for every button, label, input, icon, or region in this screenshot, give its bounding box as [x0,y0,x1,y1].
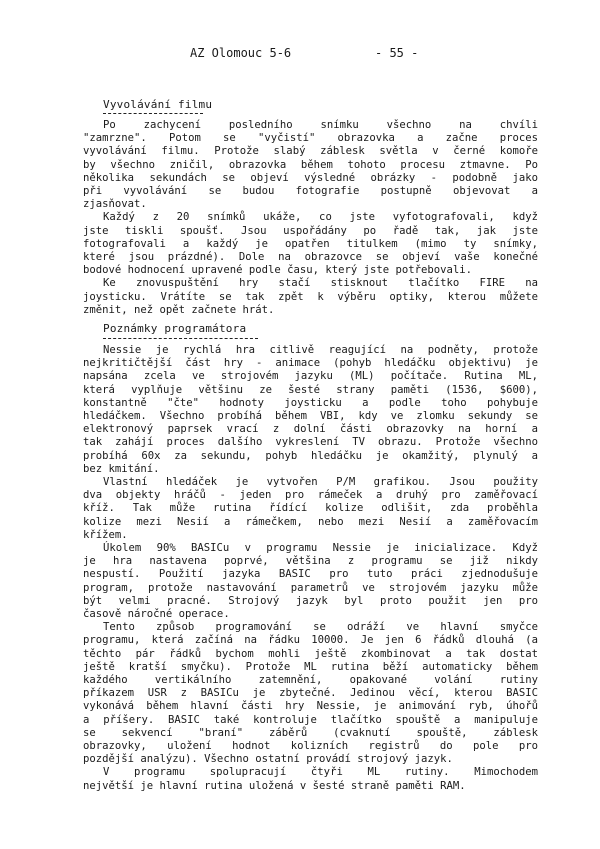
text-line: by všechno zničil, obrazovka během tohoto procesu ztmavne. Po [83,158,538,171]
text-line: zjasňovat. [83,198,147,211]
section-heading-programmer: Poznámky programátora [103,322,247,335]
text-line: každého vertikálního zatemnění, opakované volání rutiny [83,674,538,686]
text-line: fotografovali a každý je opatřen titulkem (mimo ty snímky, [83,237,538,250]
text-line: vyvolávání filmu. Protože slabý záblesk světla v černé komoře [83,145,538,158]
text-line: být velmi pracné. Strojový jazyk byl proto použit jen pro [83,594,538,607]
text-line: tak zahájí proces dalšího vykreslení TV obrazu. Protože všechno [83,436,538,449]
text-line: Nessie je rychlá hra citlivě reagující na podněty, protože [103,344,538,356]
text-line: jste tiskli spoušť. Jsou uspořádány po řadě tak, jak jste [83,224,538,237]
text-line: dva objekty hráčů - jeden pro rámeček a druhý pro zaměřovací [83,489,538,502]
header-title: AZ Olomouc 5-6 [190,46,292,60]
text-line: hledáčkem. Všechno probíhá během VBI, kdy ve zlomku sekundy se [83,410,538,422]
text-line: příkazem USR z BASICu je zbytečné. Jedinou věcí, kterou BASIC [83,687,538,700]
text-line: Tento způsob programování se odráží ve hlavní smyčce [103,621,538,634]
text-line: těchto pár řádků bychom mohli ještě zkombinovat a tak dostat [83,647,538,660]
text-line: obrazovky, uložení hodnot kolizních registrů do pole pro [83,740,538,752]
text-line: konstantně "čte" hodnoty joysticku a podle toho pohybuje [83,396,538,409]
text-line: kříž. Tak může rutina řídící kolize odlišit, zda proběhla [83,502,538,515]
heading-underline [103,338,258,339]
page-number: - 55 - [375,46,419,60]
text-line: změnit, než opět začnete hrát. [83,303,275,316]
text-line: probíhá 60x za sekundu, pohyb hledáčku je okamžitý, plynulý a [83,449,538,462]
text-line: programu, která začíná na řádku 10000. Je jen 6 řádků dlouhá (a [83,634,538,647]
text-line: Úkolem 90% BASICu v programu Nessie je inicializace. Když [103,542,538,554]
text-line: několika sekundách se objeví výsledné obrázky - podobně jako [83,171,538,184]
text-line: je hra nastavena poprvé, většina z programu se již nikdy [83,555,538,568]
text-line: časově náročné operace. [83,608,230,620]
text-line: bodové hodnocení upravené podle času, který jste potřebovali. [83,264,473,277]
text-line: kolize mezi Nesií a rámečkem, nebo mezi Nesií a zaměřovacím [83,515,538,528]
text-line: která vyplňuje většinu ze šesté strany paměti (1536, $600), [83,383,538,396]
text-line: Každý z 20 snímků ukáže, co jste vyfotografovali, když [103,211,538,224]
text-line: napsána zcela ve strojovém jazyku (ML) počítače. Rutina ML, [83,370,538,383]
text-line: vykonává během hlavní části hry Nessie, je animování ryb, úhořů [83,700,538,713]
text-line: se sekvencí "braní" záběrů (cvaknutí spouště, záblesk [83,726,538,739]
text-line: Ke znovuspuštění hry stačí stisknout tlačítko FIRE na [103,277,538,290]
text-line: Po zachycení posledního snímku všechno na chvíli [103,119,538,131]
text-line: které jsou prázdné). Dole na obrazovce se objeví vaše konečné [83,251,538,263]
text-line: a příšery. BASIC také kontroluje tlačítko spouště a manipuluje [83,713,538,726]
text-line: joysticku. Vrátíte se tak zpět k výběru optiky, kterou můžete [83,290,538,303]
text-line: největší je hlavní rutina uložená v šesté straně paměti RAM. [83,779,466,792]
text-line: ještě kratší smyčku). Protože ML rutina běží automaticky během [83,660,538,673]
text-line: bez kmitání. [83,462,160,475]
text-line: křížem. [83,528,128,541]
text-line: při vyvolávání se budou fotografie postupně objevovat a [83,185,538,197]
section-heading-film: Vyvolávání filmu [103,98,213,111]
text-line: "zamrzne". Potom se "vyčistí" obrazovka a začne proces [83,132,538,145]
text-line: elektronový paprsek vrací z dolní části obrazovky na horní a [83,423,538,436]
text-line: nejkritičtější část hry - animace (pohyb hledáčku objektivu) je [83,357,538,370]
text-line: Vlastní hledáček je vytvořen P/M grafikou. Jsou použity [103,476,538,488]
text-line: pozdější analýzu). Všechno ostatní provádí strojový jazyk. [83,753,453,766]
text-line: nespustí. Použití jazyka BASIC pro tuto práci zjednodušuje [83,568,538,581]
text-line: V programu spolupracují čtyři ML rutiny. Mimochodem [103,766,538,779]
heading-underline [103,113,203,114]
text-line: program, protože nastavování parametrů ve strojovém jazyku může [83,581,538,594]
